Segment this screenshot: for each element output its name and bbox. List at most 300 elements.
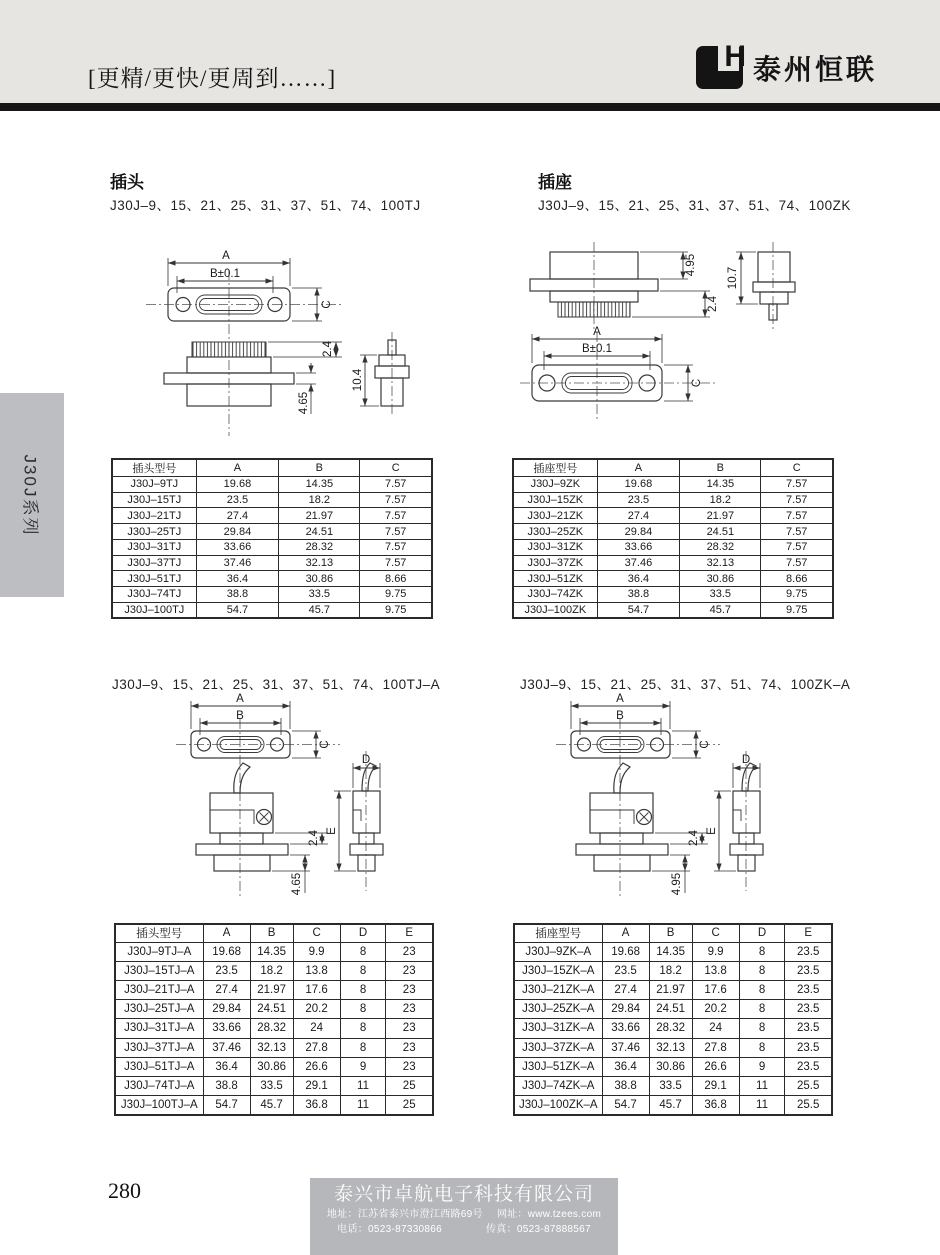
dim-label-a: A [593,326,601,338]
dim-label-10-7: 10.7 [727,266,740,290]
table-cell: J30J–37ZK [513,555,597,571]
footer-company-box [310,1178,618,1255]
table-cell: 33.66 [597,539,680,555]
table-cell: J30J–15ZK–A [514,961,602,980]
table-cell: 8 [739,1000,785,1019]
table-cell: 8 [340,1019,386,1038]
table-cell: J30J–9ZK–A [514,942,602,961]
table-cell: 9.75 [360,602,432,618]
table-cell: J30J–15TJ–A [115,961,203,980]
table-cell: 38.8 [203,1077,250,1096]
table-cell: 8.66 [360,571,432,587]
table-cell: 24.51 [279,524,360,540]
table-row [115,1057,433,1076]
table-cell: J30J–21TJ [112,508,196,524]
table-cell: 23.5 [602,961,649,980]
table-cell: 24 [692,1019,739,1038]
series-side-tab-label: J30J系列 [20,454,40,536]
column-header: C [360,459,432,477]
table-cell: 14.35 [250,942,293,961]
table-cell: J30J–37ZK–A [514,1038,602,1057]
table-row [514,1057,832,1076]
dim-label-d: D [741,754,751,766]
table-cell: 23.5 [785,1000,832,1019]
plug-technical-drawing [130,238,460,445]
table-cell: 54.7 [597,602,680,618]
table-cell: 32.13 [649,1038,692,1057]
table-cell: 24 [293,1019,340,1038]
table-cell: 26.6 [293,1057,340,1076]
table-row [514,1000,832,1019]
table-cell: 30.86 [250,1057,293,1076]
table-cell: 33.5 [250,1077,293,1096]
table-row [112,508,432,524]
table-cell: 9.9 [692,942,739,961]
address-label: 地址： [326,1209,358,1220]
table-cell: 29.84 [597,524,680,540]
table-cell: 7.57 [360,492,432,508]
table-header-row [112,459,432,477]
table-row [514,1038,832,1057]
table-cell: 24.51 [680,524,761,540]
dim-label-4-65: 4.65 [291,872,304,896]
plug-section-models: J30J–9、15、21、25、31、37、51、74、100TJ [110,198,421,213]
table-header-row [513,459,833,477]
table-cell: 36.8 [692,1096,739,1115]
table-cell: 38.8 [602,1077,649,1096]
table-cell: 14.35 [680,477,761,493]
series-side-tab [0,393,64,597]
table-cell: 36.4 [597,571,680,587]
website-label: 网址： [496,1209,528,1220]
column-header: 插头型号 [112,459,196,477]
table-cell: 7.57 [761,524,833,540]
dim-label-4-95: 4.95 [685,253,698,277]
table-cell: 45.7 [649,1096,692,1115]
table-cell: 36.4 [602,1057,649,1076]
plug-a-profile-view [326,751,383,891]
dim-label-d: D [361,754,371,766]
table-header-row [514,924,832,942]
table-cell: 27.4 [196,508,279,524]
table-cell: 7.57 [761,492,833,508]
dim-label-c: C [321,300,334,309]
dim-label-e: E [706,827,719,835]
dim-label-b: B±0.1 [210,268,240,280]
table-cell: 24.51 [649,1000,692,1019]
dim-label-c: C [699,740,712,749]
table-cell: 23 [386,1019,433,1038]
table-row [112,477,432,493]
dim-label-e: E [326,827,339,835]
table-cell: 7.57 [761,555,833,571]
table-cell: 26.6 [692,1057,739,1076]
table-cell: 7.57 [360,539,432,555]
table-cell: J30J–51TJ [112,571,196,587]
table-cell: 23 [386,942,433,961]
plug-profile-view [352,332,409,416]
table-cell: J30J–31ZK [513,539,597,555]
table-cell: 7.57 [360,477,432,493]
table-cell: 9.75 [360,587,432,603]
table-cell: J30J–100ZK [513,602,597,618]
table-cell: 17.6 [692,980,739,999]
table-cell: 38.8 [597,587,680,603]
table-cell: 11 [739,1096,785,1115]
plug-dimension-table [111,458,433,619]
table-row [513,571,833,587]
column-header: B [649,924,692,942]
table-cell: 11 [340,1096,386,1115]
plug-a-technical-drawing [128,693,463,910]
table-cell: J30J–25ZK [513,524,597,540]
column-header: E [386,924,433,942]
table-cell: 7.57 [360,508,432,524]
table-row [514,1019,832,1038]
dim-label-c: C [691,378,704,388]
fax-value: 0523-87888567 [516,1224,591,1235]
logo-lh-icon [696,40,746,89]
table-cell: 8 [739,961,785,980]
table-cell: 24.51 [250,1000,293,1019]
table-cell: J30J–51ZK–A [514,1057,602,1076]
table-cell: 14.35 [279,477,360,493]
table-row [112,492,432,508]
column-header: D [739,924,785,942]
table-cell: J30J–74TJ–A [115,1077,203,1096]
table-cell: 30.86 [279,571,360,587]
table-cell: 32.13 [279,555,360,571]
table-cell: J30J–25TJ–A [115,1000,203,1019]
table-cell: 33.66 [203,1019,250,1038]
table-row [514,961,832,980]
table-cell: J30J–25ZK–A [514,1000,602,1019]
table-cell: J30J–21ZK–A [514,980,602,999]
socket-section-models: J30J–9、15、21、25、31、37、51、74、100ZK [538,198,851,213]
socket-dimension-table [512,458,834,619]
socket-front-view [520,326,716,422]
table-cell: 33.66 [602,1019,649,1038]
phone-value: 0523-87330866 [368,1224,442,1235]
dim-label-2-4: 2.4 [308,830,321,846]
column-header: C [293,924,340,942]
table-cell: 23.5 [785,942,832,961]
table-cell: 23 [386,1057,433,1076]
table-cell: 23.5 [785,1057,832,1076]
table-cell: 23.5 [597,492,680,508]
table-cell: J30J–21ZK [513,508,597,524]
footer-company-name: 泰兴市卓航电子科技有限公司 [333,1184,594,1205]
header-divider [0,103,940,111]
table-cell: 18.2 [279,492,360,508]
dim-label-2-4: 2.4 [688,830,701,846]
socket-a-front-view [556,693,720,898]
table-cell: 13.8 [293,961,340,980]
table-cell: 7.57 [360,524,432,540]
table-cell: J30J–31TJ [112,539,196,555]
table-row [513,477,833,493]
footer-address-line [310,1207,618,1222]
table-cell: 36.4 [196,571,279,587]
address-value: 江苏省泰兴市澄江西路69号 [357,1209,483,1220]
table-cell: 37.46 [196,555,279,571]
table-cell: 23.5 [785,961,832,980]
table-cell: 54.7 [196,602,279,618]
table-row [514,980,832,999]
column-header: B [250,924,293,942]
table-cell: 33.5 [680,587,761,603]
table-cell: 11 [739,1077,785,1096]
table-cell: 23 [386,1038,433,1057]
table-cell: 13.8 [692,961,739,980]
table-cell: 36.4 [203,1057,250,1076]
phone-label: 电话： [337,1224,369,1235]
table-row [112,571,432,587]
brand-name: 泰州恒联 [752,53,877,85]
table-cell: 37.46 [602,1038,649,1057]
table-cell: 19.68 [203,942,250,961]
socket-profile-view [727,242,795,329]
column-header: 插头型号 [115,924,203,942]
table-cell: 18.2 [250,961,293,980]
column-header: 插座型号 [514,924,602,942]
table-cell: J30J–31TJ–A [115,1019,203,1038]
table-row [115,961,433,980]
column-header: A [597,459,680,477]
column-header: C [692,924,739,942]
plug-a-front-view [176,693,340,898]
column-header: B [279,459,360,477]
dim-label-b: B [236,710,244,722]
table-cell: 23.5 [785,1038,832,1057]
plug-section-title: 插头 [110,173,144,192]
dim-label-4-95: 4.95 [671,872,684,896]
table-cell: 7.57 [761,508,833,524]
table-cell: 8 [739,942,785,961]
table-row [112,555,432,571]
table-row [112,602,432,618]
table-cell: 19.68 [597,477,680,493]
table-cell: J30J–74TJ [112,587,196,603]
table-cell: 33.66 [196,539,279,555]
table-cell: 25 [386,1096,433,1115]
table-cell: 8 [340,942,386,961]
table-cell: J30J–25TJ [112,524,196,540]
table-cell: J30J–37TJ–A [115,1038,203,1057]
dim-label-10-4: 10.4 [352,368,365,392]
table-row [112,587,432,603]
table-cell: 8 [739,1038,785,1057]
table-cell: 9.75 [761,602,833,618]
plug-a-section-models: J30J–9、15、21、25、31、37、51、74、100TJ–A [112,677,441,692]
table-row [514,1096,832,1115]
table-cell: 8 [739,1019,785,1038]
header-slogan: [更精/更快/更周到……] [88,66,337,91]
table-cell: 8 [340,980,386,999]
dim-label-4-65: 4.65 [298,391,311,415]
plug-a-dimension-table [114,923,434,1116]
socket-a-profile-view [706,751,763,891]
table-cell: 28.32 [649,1019,692,1038]
table-cell: 25.5 [785,1077,832,1096]
table-cell: J30J–15TJ [112,492,196,508]
table-row [115,1038,433,1057]
website-value: www.tzees.com [527,1209,602,1220]
table-cell: 28.32 [680,539,761,555]
table-cell: 23 [386,961,433,980]
table-row [115,1077,433,1096]
table-cell: 20.2 [692,1000,739,1019]
table-cell: 21.97 [649,980,692,999]
dim-label-b: B [616,710,624,722]
table-cell: 9.9 [293,942,340,961]
table-cell: 20.2 [293,1000,340,1019]
socket-a-section-models: J30J–9、15、21、25、31、37、51、74、100ZK–A [520,677,851,692]
socket-section-title: 插座 [538,173,572,192]
dim-label-2-4: 2.4 [322,341,335,357]
table-row [115,942,433,961]
table-cell: 29.84 [602,1000,649,1019]
table-cell: 27.8 [692,1038,739,1057]
dim-label-c: C [319,740,332,749]
dim-label-2-4: 2.4 [707,296,720,312]
footer-phone-line [310,1222,618,1237]
table-cell: 37.46 [203,1038,250,1057]
table-cell: 54.7 [602,1096,649,1115]
table-cell: 23.5 [203,961,250,980]
table-cell: 27.4 [597,508,680,524]
table-row [513,492,833,508]
table-cell: 29.1 [692,1077,739,1096]
table-cell: 28.32 [250,1019,293,1038]
table-cell: J30J–51ZK [513,571,597,587]
logo-monogram: H [724,40,746,73]
socket-a-dimension-table [513,923,833,1116]
table-cell: 21.97 [680,508,761,524]
column-header: C [761,459,833,477]
table-cell: 25 [386,1077,433,1096]
table-cell: J30J–15ZK [513,492,597,508]
dim-label-a: A [616,693,624,705]
table-row [115,1000,433,1019]
table-cell: 7.57 [360,555,432,571]
page-header [0,0,940,103]
table-cell: J30J–37TJ [112,555,196,571]
table-cell: 29.84 [196,524,279,540]
table-cell: 29.1 [293,1077,340,1096]
table-cell: J30J–9TJ [112,477,196,493]
socket-a-technical-drawing [508,693,843,910]
table-cell: 8 [340,961,386,980]
table-cell: J30J–74ZK [513,587,597,603]
table-row [513,508,833,524]
table-cell: 29.84 [203,1000,250,1019]
column-header: 插座型号 [513,459,597,477]
table-row [115,1096,433,1115]
plug-a-body-view [196,763,328,895]
socket-a-body-view [576,763,708,895]
table-cell: 32.13 [680,555,761,571]
table-cell: 32.13 [250,1038,293,1057]
table-cell: 8 [340,1038,386,1057]
column-header: E [785,924,832,942]
table-cell: 45.7 [279,602,360,618]
table-cell: 8.66 [761,571,833,587]
column-header: A [203,924,250,942]
socket-technical-drawing [520,234,850,441]
table-cell: 23.5 [785,1019,832,1038]
table-row [115,1019,433,1038]
table-cell: J30J–21TJ–A [115,980,203,999]
table-row [513,539,833,555]
column-header: B [680,459,761,477]
table-row [112,539,432,555]
table-cell: 37.46 [597,555,680,571]
table-cell: 28.32 [279,539,360,555]
table-cell: 33.5 [649,1077,692,1096]
column-header: D [340,924,386,942]
table-cell: 25.5 [785,1096,832,1115]
table-cell: 17.6 [293,980,340,999]
table-cell: 21.97 [279,508,360,524]
table-cell: 21.97 [250,980,293,999]
table-cell: 30.86 [649,1057,692,1076]
table-row [513,524,833,540]
dim-label-b: B±0.1 [582,343,612,355]
table-cell: 45.7 [250,1096,293,1115]
table-row [513,555,833,571]
table-cell: 7.57 [761,477,833,493]
socket-side-view [530,242,719,329]
table-cell: 27.8 [293,1038,340,1057]
table-cell: 27.4 [602,980,649,999]
dim-label-a: A [222,250,230,262]
table-cell: J30J–74ZK–A [514,1077,602,1096]
table-row [514,1077,832,1096]
table-cell: 23.5 [196,492,279,508]
table-row [514,942,832,961]
table-cell: 23 [386,980,433,999]
table-cell: 18.2 [680,492,761,508]
table-row [513,602,833,618]
table-cell: 19.68 [602,942,649,961]
table-row [115,980,433,999]
table-cell: 9 [340,1057,386,1076]
table-cell: 18.2 [649,961,692,980]
table-row [513,587,833,603]
table-cell: 8 [340,1000,386,1019]
table-cell: 27.4 [203,980,250,999]
page-number: 280 [108,1178,141,1203]
dim-label-a: A [236,693,244,705]
table-cell: J30J–100ZK–A [514,1096,602,1115]
table-cell: J30J–9ZK [513,477,597,493]
table-cell: J30J–51TJ–A [115,1057,203,1076]
table-header-row [115,924,433,942]
table-cell: J30J–100TJ–A [115,1096,203,1115]
table-cell: 23.5 [785,980,832,999]
table-row [112,524,432,540]
table-cell: 36.8 [293,1096,340,1115]
table-cell: 8 [739,980,785,999]
table-cell: J30J–100TJ [112,602,196,618]
company-logo [696,40,877,89]
table-cell: 11 [340,1077,386,1096]
table-cell: 9.75 [761,587,833,603]
table-cell: 7.57 [761,539,833,555]
table-cell: 19.68 [196,477,279,493]
table-cell: 14.35 [649,942,692,961]
